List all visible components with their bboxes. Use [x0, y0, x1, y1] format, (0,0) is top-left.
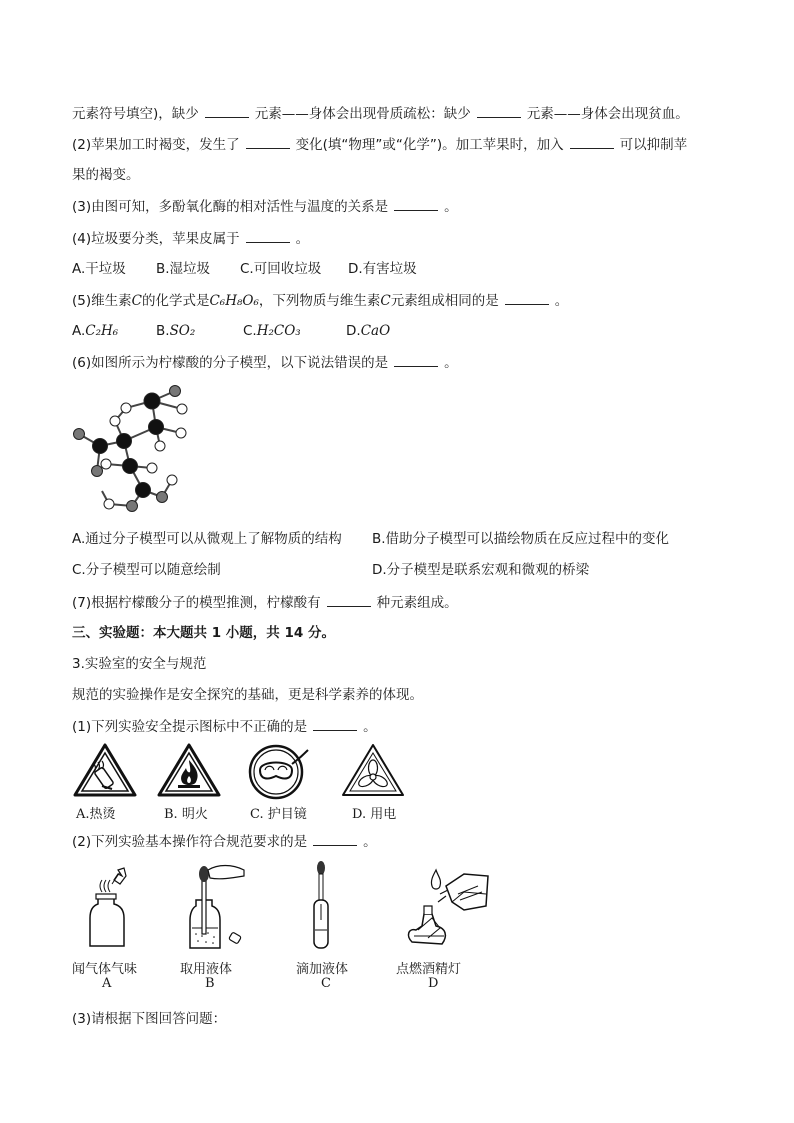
option-formula: C₂H₆ [85, 323, 119, 339]
option-letter: D. [346, 323, 361, 339]
citric-acid-molecule-model [68, 380, 198, 515]
dropping-liquid-illustration[interactable] [306, 860, 336, 952]
answer-blank[interactable] [477, 104, 521, 118]
q5-text-b: 的化学式是 [141, 293, 210, 309]
problem-intro: 规范的实验操作是安全探究的基础，更是科学素养的体现。 [72, 687, 423, 703]
q2-text-b: 变化(填“物理”或“化学”)。加工苹果时，加入 [295, 137, 564, 153]
taking-liquid-illustration[interactable] [186, 862, 254, 952]
q2-text-d: 果的褐变。 [72, 167, 140, 183]
operation-label-c: 滴加液体 [296, 962, 349, 977]
q4-text-b: 。 [295, 231, 310, 247]
answer-blank[interactable] [246, 135, 290, 149]
q5-text-g: 。 [554, 293, 569, 309]
q5-option-b[interactable] [156, 322, 195, 340]
icon-caption-d: D. 用电 [352, 807, 397, 822]
q6-line [72, 353, 458, 372]
option-letter: B. [156, 323, 170, 339]
q4-option-c[interactable]: C.可回收垃圾 [240, 261, 322, 277]
operation-label-a: 闻气体气味 [72, 962, 138, 977]
operation-label-d: 点燃酒精灯 [396, 962, 462, 977]
goggles-icon[interactable] [248, 740, 312, 800]
q5-text-a: (5)维生素 [72, 293, 132, 309]
q6-option-c[interactable]: C.分子模型可以随意绘制 [72, 562, 221, 578]
option-formula: SO₂ [169, 323, 196, 339]
p3-q2-line [72, 832, 377, 851]
q4-option-d[interactable]: D.有害垃圾 [348, 261, 417, 277]
electricity-fan-icon[interactable] [340, 742, 406, 798]
q6-option-b[interactable]: B.借助分子模型可以描绘物质在反应过程中的变化 [372, 531, 670, 547]
q1-text-c: 元素——身体会出现贫血。 [526, 106, 689, 122]
answer-blank[interactable] [313, 717, 357, 731]
q4-option-a[interactable]: A.干垃圾 [72, 261, 126, 277]
icon-caption-c: C. 护目镜 [250, 807, 307, 822]
option-formula: CaO [360, 323, 391, 339]
q2-line [72, 135, 687, 154]
q4-line [72, 229, 309, 248]
answer-blank[interactable] [205, 104, 249, 118]
answer-blank[interactable] [570, 135, 614, 149]
answer-blank[interactable] [505, 291, 549, 305]
p3-q2-text-b: 。 [363, 834, 377, 850]
q5-option-d[interactable] [346, 322, 390, 340]
operation-label-b: 取用液体 [180, 962, 233, 977]
q2-text-a: (2)苹果加工时褐变，发生了 [72, 137, 240, 153]
operation-letter-c[interactable]: C [321, 976, 331, 991]
hot-surface-warning-icon[interactable] [72, 742, 138, 798]
q6-text-a: (6)如图所示为柠檬酸的分子模型，以下说法错误的是 [72, 355, 389, 371]
icon-caption-b: B. 明火 [164, 807, 208, 822]
q5-formula: C₆H₈O₆ [209, 293, 259, 309]
section-heading: 三、实验题：本大题共 1 小题，共 14 分。 [72, 625, 335, 641]
p3-q2-text-a: (2)下列实验基本操作符合规范要求的是 [72, 834, 308, 850]
q6-text-b: 。 [444, 355, 458, 371]
q3-text-b: 。 [444, 199, 458, 215]
option-formula: H₂CO₃ [256, 323, 301, 339]
q3-line [72, 197, 458, 216]
answer-blank[interactable] [313, 832, 357, 846]
open-flame-warning-icon[interactable] [156, 742, 222, 798]
option-letter: C. [243, 323, 257, 339]
answer-blank[interactable] [327, 593, 371, 607]
q4-text-a: (4)垃圾要分类，苹果皮属于 [72, 231, 240, 247]
q7-text-b: 种元素组成。 [376, 595, 458, 611]
q5-line [72, 291, 568, 310]
p3-q1-text-a: (1)下列实验安全提示图标中不正确的是 [72, 719, 308, 735]
q3-text-a: (3)由图可知，多酚氧化酶的相对活性与温度的关系是 [72, 199, 389, 215]
operation-letter-a[interactable]: A [102, 976, 112, 991]
icon-caption-a: A.热烫 [76, 807, 116, 822]
operation-letter-b[interactable]: B [205, 976, 215, 991]
problem-title: 3.实验室的安全与规范 [72, 656, 207, 672]
lighting-alcohol-lamp-illustration[interactable] [402, 866, 494, 952]
q4-option-b[interactable]: B.湿垃圾 [156, 261, 211, 277]
smelling-gas-illustration[interactable] [84, 862, 134, 950]
q7-line [72, 593, 458, 612]
q5-option-c[interactable] [243, 322, 301, 340]
q1-text-line [72, 104, 689, 123]
q5-vitamin-c: C [131, 293, 142, 309]
q5-text-f: 元素组成相同的是 [390, 293, 499, 309]
answer-blank[interactable] [394, 197, 438, 211]
p3-q1-text-b: 。 [363, 719, 377, 735]
q6-option-a[interactable]: A.通过分子模型可以从微观上了解物质的结构 [72, 531, 342, 547]
q2-line-2 [72, 166, 140, 184]
q5-option-a[interactable] [72, 322, 118, 340]
q6-option-d[interactable]: D.分子模型是联系宏观和微观的桥梁 [372, 562, 590, 578]
p3-q1-line [72, 717, 377, 736]
q5-text-d: ，下列物质与维生素 [258, 293, 381, 309]
operation-letter-d[interactable]: D [428, 976, 439, 991]
q1-text-b: 元素——身体会出现骨质疏松：缺少 [254, 106, 471, 122]
q2-text-c: 可以抑制苹 [619, 137, 688, 153]
q5-vitamin-c-2: C [380, 293, 391, 309]
answer-blank[interactable] [394, 353, 438, 367]
p3-q3-line: (3)请根据下图回答问题： [72, 1011, 227, 1027]
answer-blank[interactable] [246, 229, 290, 243]
q7-text-a: (7)根据柠檬酸分子的模型推测，柠檬酸有 [72, 595, 321, 611]
q1-text-a: 元素符号填空)，缺少 [72, 106, 199, 122]
option-letter: A. [72, 323, 86, 339]
